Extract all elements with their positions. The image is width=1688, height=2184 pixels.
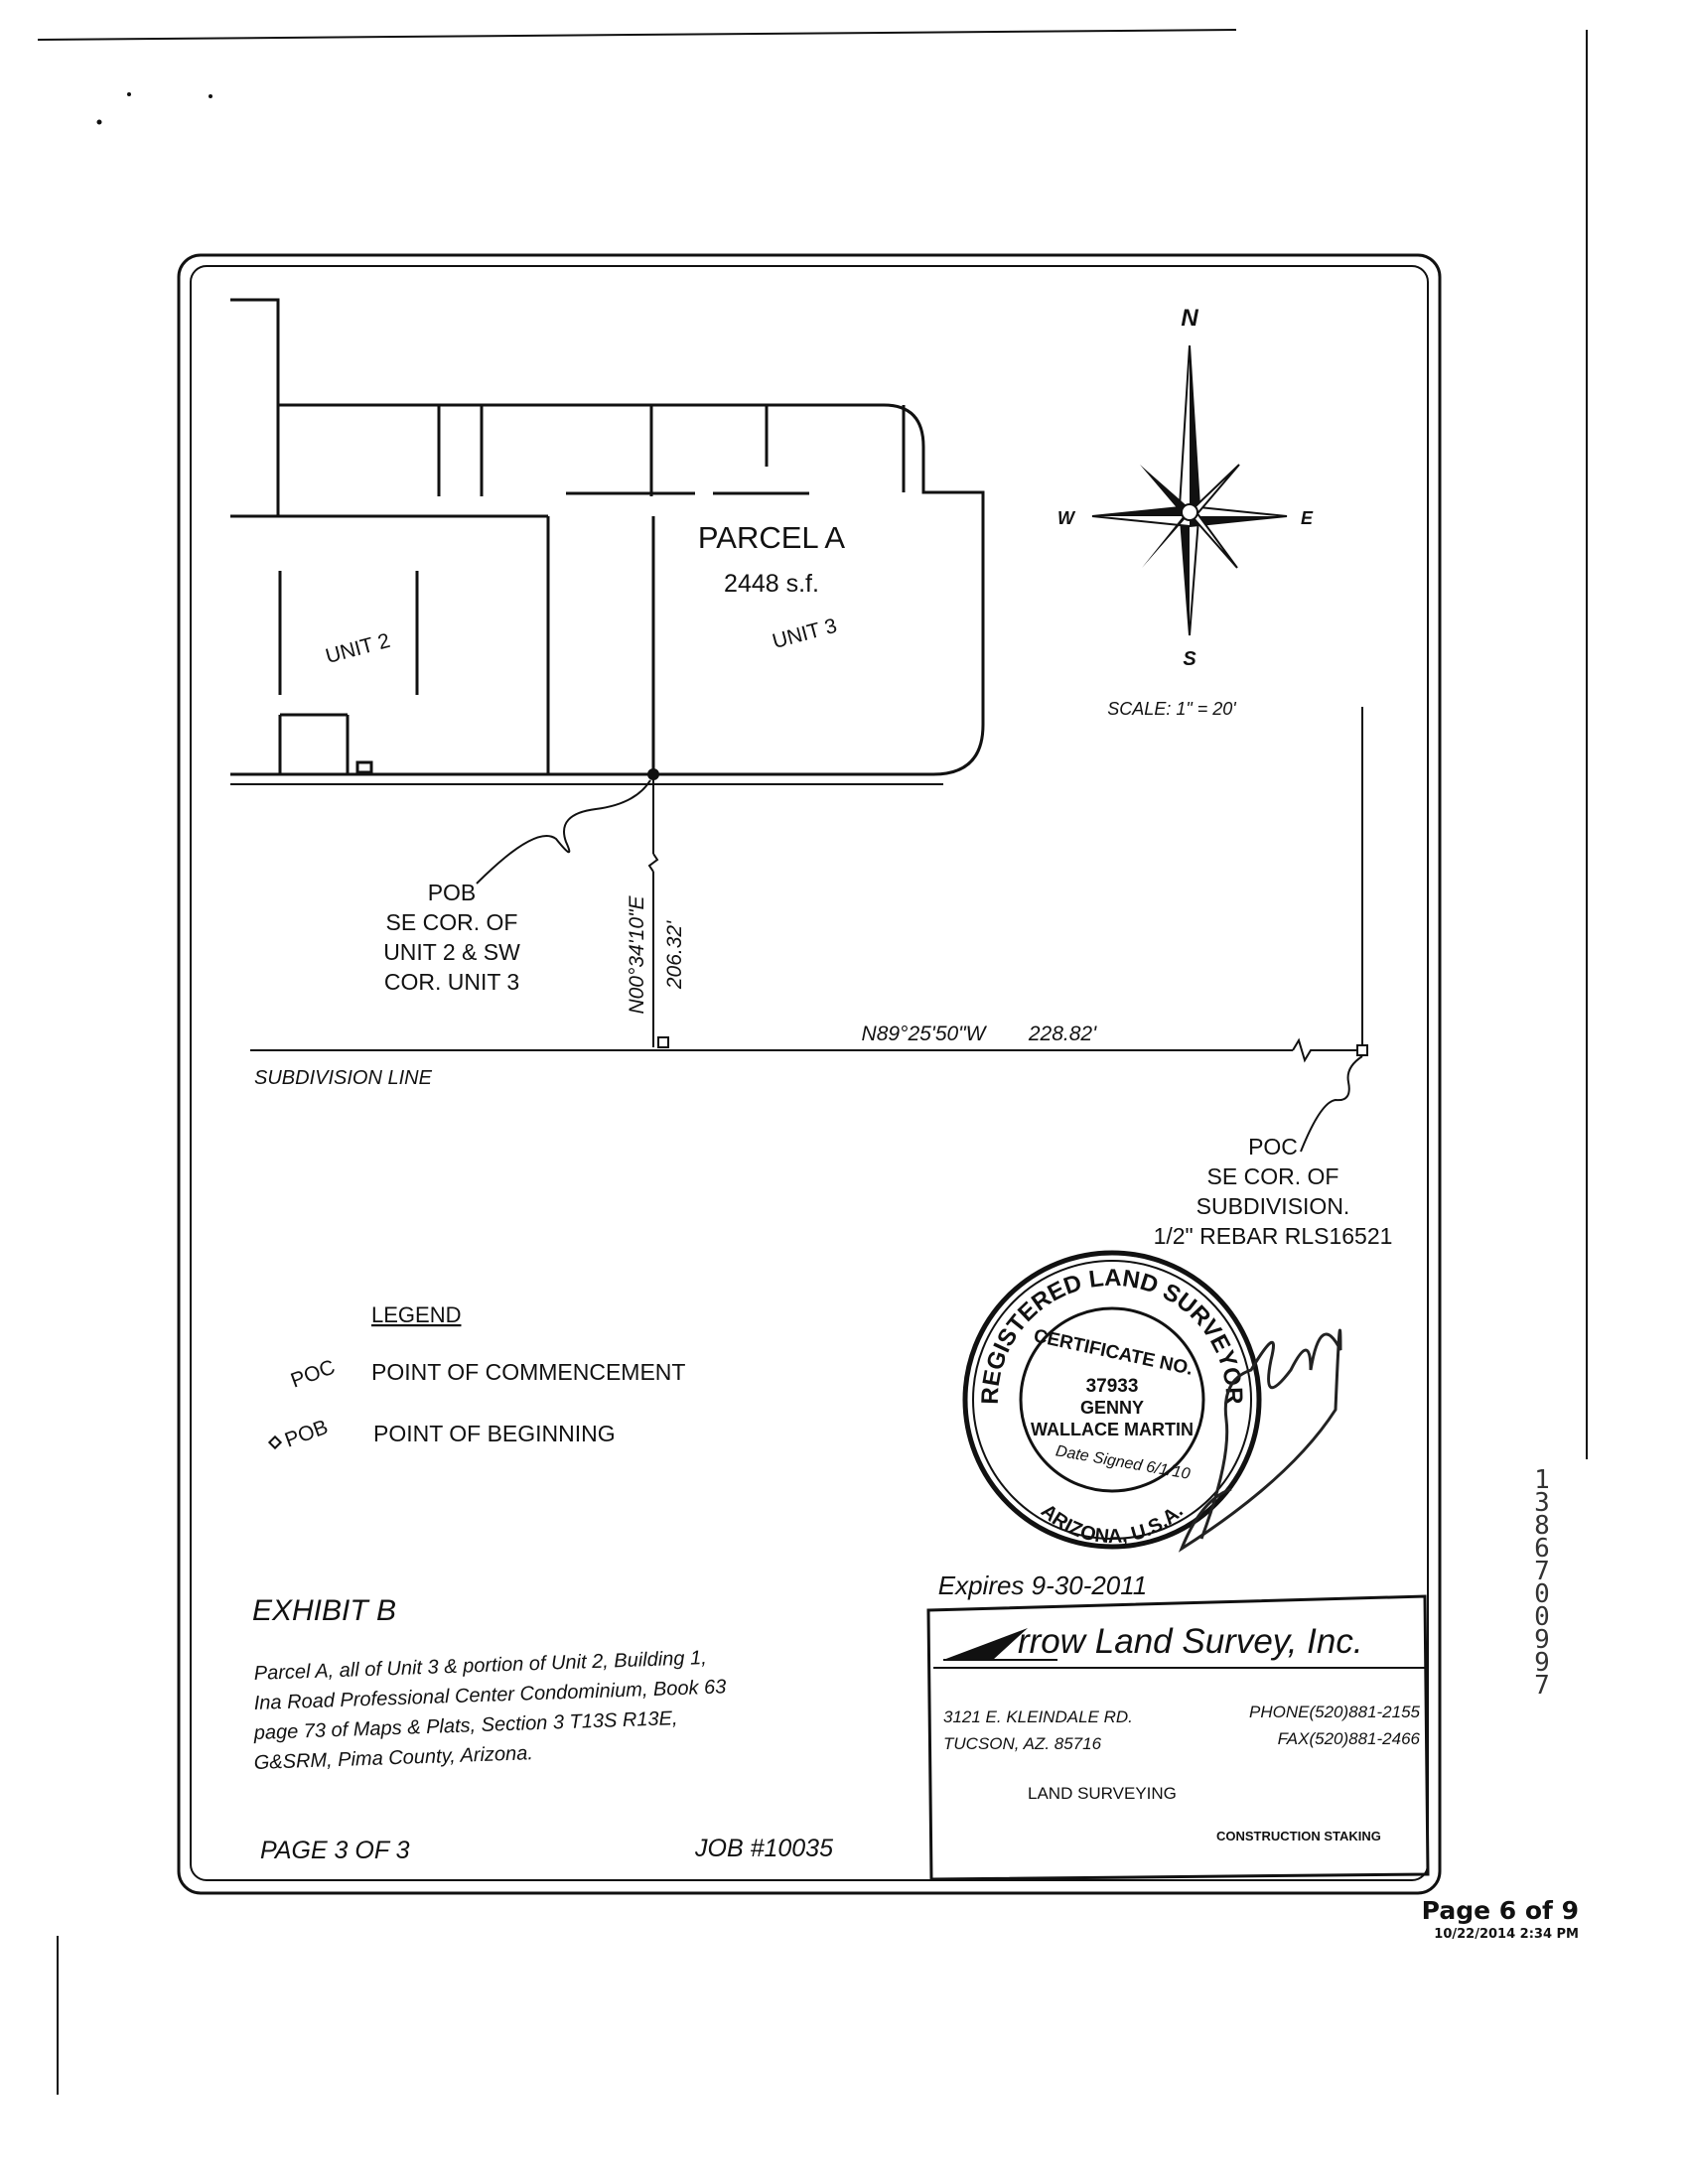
- svg-text:POB: POB: [427, 880, 477, 905]
- page-number: Page 6 of 9: [1421, 1896, 1579, 1925]
- svg-text:COR. UNIT 3: COR. UNIT 3: [383, 969, 520, 995]
- compass-west: W: [1057, 508, 1074, 528]
- pob-distance: 206.32': [663, 920, 686, 990]
- parcel-title: PARCEL A: [697, 520, 846, 555]
- unit-3-label: UNIT 3: [770, 614, 840, 654]
- page-of-label: PAGE 3 OF 3: [260, 1837, 410, 1864]
- building-outline: [230, 300, 983, 784]
- parcel-area: 2448 s.f.: [724, 570, 819, 598]
- unit-2-label: UNIT 2: [323, 628, 393, 669]
- svg-text:SUBDIVISION.: SUBDIVISION.: [1196, 1193, 1350, 1219]
- compass-north: N: [1181, 305, 1198, 332]
- svg-text:GENNY: GENNY: [1079, 1398, 1145, 1418]
- svg-text:UNIT 2 & SW: UNIT 2 & SW: [383, 939, 520, 965]
- svg-text:G&SRM, Pima County, Arizona.: G&SRM, Pima County, Arizona.: [253, 1742, 534, 1774]
- company-name: rrow Land Survey, Inc.: [1018, 1622, 1363, 1661]
- legend: [269, 1302, 685, 1452]
- svg-text:page 73 of Maps & Plats, Secti: page 73 of Maps & Plats, Section 3 T13S R13E,: [253, 1707, 678, 1744]
- line-bearing: N89°25'50"W: [861, 1023, 986, 1045]
- svg-text:POC: POC: [287, 1355, 339, 1393]
- company-address-2: TUCSON, AZ. 85716: [943, 1734, 1102, 1753]
- svg-text:1/2" REBAR RLS16521: 1/2" REBAR RLS16521: [1153, 1223, 1393, 1249]
- company-address-1: 3121 E. KLEINDALE RD.: [943, 1707, 1133, 1726]
- pob-bearing: N00°34'10"E: [626, 895, 648, 1015]
- svg-text:37933: 37933: [1085, 1376, 1139, 1397]
- scale-label: SCALE: 1" = 20': [1107, 699, 1236, 719]
- service-land-surveying: LAND SURVEYING: [1028, 1784, 1177, 1803]
- exhibit-description: [252, 1647, 726, 1774]
- print-timestamp: 10/22/2014 2:34 PM: [1434, 1927, 1579, 1942]
- svg-text:LEGEND: LEGEND: [371, 1302, 462, 1327]
- service-construction-staking: CONSTRUCTION STAKING: [1216, 1829, 1381, 1843]
- compass-east: E: [1301, 508, 1314, 528]
- svg-text:POINT OF BEGINNING: POINT OF BEGINNING: [373, 1421, 616, 1446]
- compass-south: S: [1183, 648, 1196, 670]
- exhibit-title: EXHIBIT B: [252, 1594, 397, 1627]
- pob-callout: [383, 880, 520, 995]
- svg-text:SE COR. OF: SE COR. OF: [1206, 1163, 1339, 1189]
- side-document-number: 13867 00997: [1534, 1465, 1550, 1701]
- title-block: [928, 1596, 1428, 1879]
- svg-text:Parcel A, all of Unit 3 & port: Parcel A, all of Unit 3 & portion of Unit 2, Building 1,: [253, 1647, 708, 1685]
- company-phone: PHONE(520)881-2155: [1249, 1703, 1420, 1721]
- svg-text:CERTIFICATE NO.: CERTIFICATE NO.: [1032, 1325, 1196, 1380]
- page-footer: [1422, 1896, 1579, 1942]
- svg-text:SE COR. OF: SE COR. OF: [385, 909, 518, 935]
- svg-text:POB: POB: [281, 1415, 332, 1452]
- subdivision-line-label: SUBDIVISION LINE: [254, 1067, 432, 1089]
- line-distance: 228.82': [1028, 1023, 1097, 1045]
- svg-text:POC: POC: [1248, 1134, 1298, 1160]
- north-arrow-icon: [1092, 345, 1287, 635]
- svg-text:REGISTERED LAND SURVEYOR: REGISTERED LAND SURVEYOR: [976, 1264, 1248, 1406]
- svg-text:POINT OF COMMENCEMENT: POINT OF COMMENCEMENT: [371, 1359, 686, 1385]
- company-fax: FAX(520)881-2466: [1277, 1729, 1420, 1748]
- svg-text:Ina Road Professional Center C: Ina Road Professional Center Condominium, Book 63: [253, 1676, 727, 1714]
- svg-text:WALLACE MARTIN: WALLACE MARTIN: [1031, 1420, 1194, 1439]
- svg-text:ARIZONA, U.S.A.: ARIZONA, U.S.A.: [1036, 1500, 1189, 1549]
- svg-text:Date Signed 6/1/10: Date Signed 6/1/10: [1054, 1442, 1192, 1483]
- poc-callout: [1154, 1134, 1393, 1249]
- seal-expires: Expires 9-30-2011: [937, 1570, 1148, 1600]
- job-number: JOB #10035: [695, 1835, 833, 1862]
